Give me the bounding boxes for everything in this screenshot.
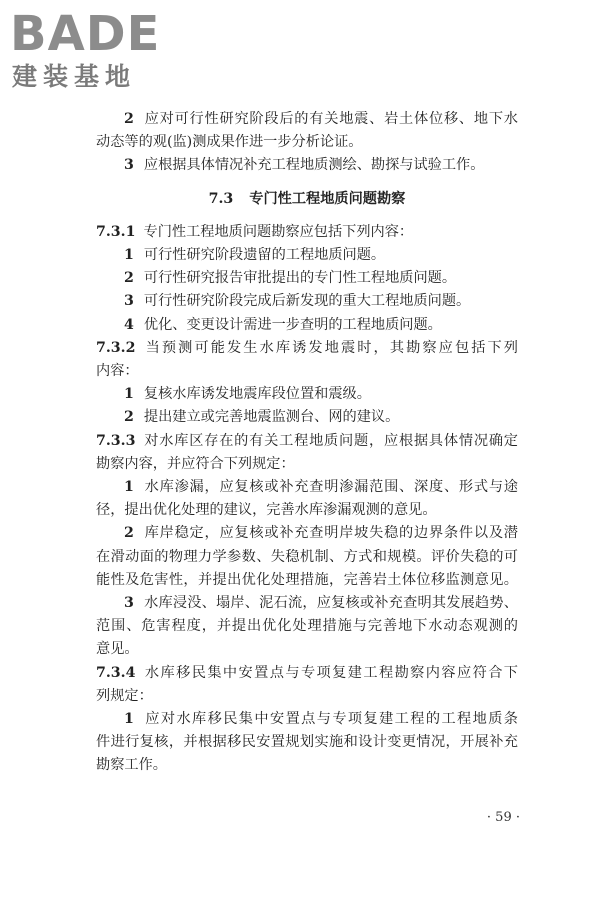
clause-line: 内容： [96,363,139,380]
item-number: 3 [124,157,134,174]
clause-line: 列规定： [96,687,153,704]
page-number: · 59 · [486,810,520,825]
paragraph-line: 意见。 [96,641,139,658]
paragraph-line: 3 应根据具体情况补充工程地质测绘、勘探与试验工作。 [124,157,485,174]
paragraph-line: 在滑动面的物理力学参数、失稳机制、方式和规模。评价失稳的可 [96,548,518,565]
paragraph-line: 件进行复核，并根据移民安置规划实施和设计变更情况，开展补充 [96,734,518,751]
list-item: 1 复核水库诱发地震库段位置和震级。 [124,386,371,403]
paragraph-line: 2 应对可行性研究阶段后的有关地震、岩土体位移、地下水 [124,111,518,127]
clause-line: 7.3.4 水库移民集中安置点与专项复建工程勘察内容应符合下 [96,664,518,681]
list-item: 4 优化、变更设计需进一步查明的工程地质问题。 [124,316,442,333]
paragraph-line: 能性及危害性，并提出优化处理措施，完善岩土体位移监测意见。 [96,571,518,588]
clause-line: 7.3.1 专门性工程地质问题勘察应包括下列内容： [96,223,414,240]
section-number: 7.3 [208,190,234,207]
clause-number: 7.3.3 [96,432,136,449]
paragraph-line: 勘察工作。 [96,757,167,774]
list-item: 3 可行性研究阶段完成后新发现的重大工程地质问题。 [124,293,471,310]
section-heading [96,188,518,211]
list-item: 1 应对水库移民集中安置点与专项复建工程的工程地质条 [124,711,518,728]
clause-number: 7.3.4 [96,664,136,681]
clause-number: 7.3.1 [96,223,136,240]
list-item: 2 库岸稳定，应复核或补充查明岸坡失稳的边界条件以及潜 [124,525,518,542]
bade-logo [10,8,180,92]
list-item: 1 可行性研究阶段遗留的工程地质问题。 [124,247,386,264]
paragraph-line: 范围、危害程度，并提出优化处理措施与完善地下水动态观测的 [96,618,518,635]
clause-line: 7.3.3 对水库区存在的有关工程地质问题，应根据具体情况确定 [96,432,518,449]
clause-line: 7.3.2 当预测可能发生水库诱发地震时，其勘察应包括下列 [96,339,518,356]
logo-subtitle: 建装基地 [12,62,137,91]
list-item: 1 水库渗漏，应复核或补充查明渗漏范围、深度、形式与途 [124,479,518,496]
clause-number: 7.3.2 [96,339,136,356]
document-body [96,108,518,778]
paragraph-line: 动态等的观(监)测成果作进一步分析论证。 [96,134,363,151]
list-item: 2 可行性研究报告审批提出的专门性工程地质问题。 [124,270,457,287]
paragraph-line: 径，提出优化处理的建议，完善水库渗漏观测的意见。 [96,502,437,519]
clause-line: 勘察内容，并应符合下列规定： [96,455,295,472]
item-number: 2 [124,111,134,127]
list-item: 2 提出建立或完善地震监测台、网的建议。 [124,409,400,426]
list-item: 3 水库浸没、塌岸、泥石流，应复核或补充查明其发展趋势、 [124,595,518,612]
logo-wordmark: BADE [10,6,161,62]
section-title: 专门性工程地质问题勘察 [249,190,406,207]
